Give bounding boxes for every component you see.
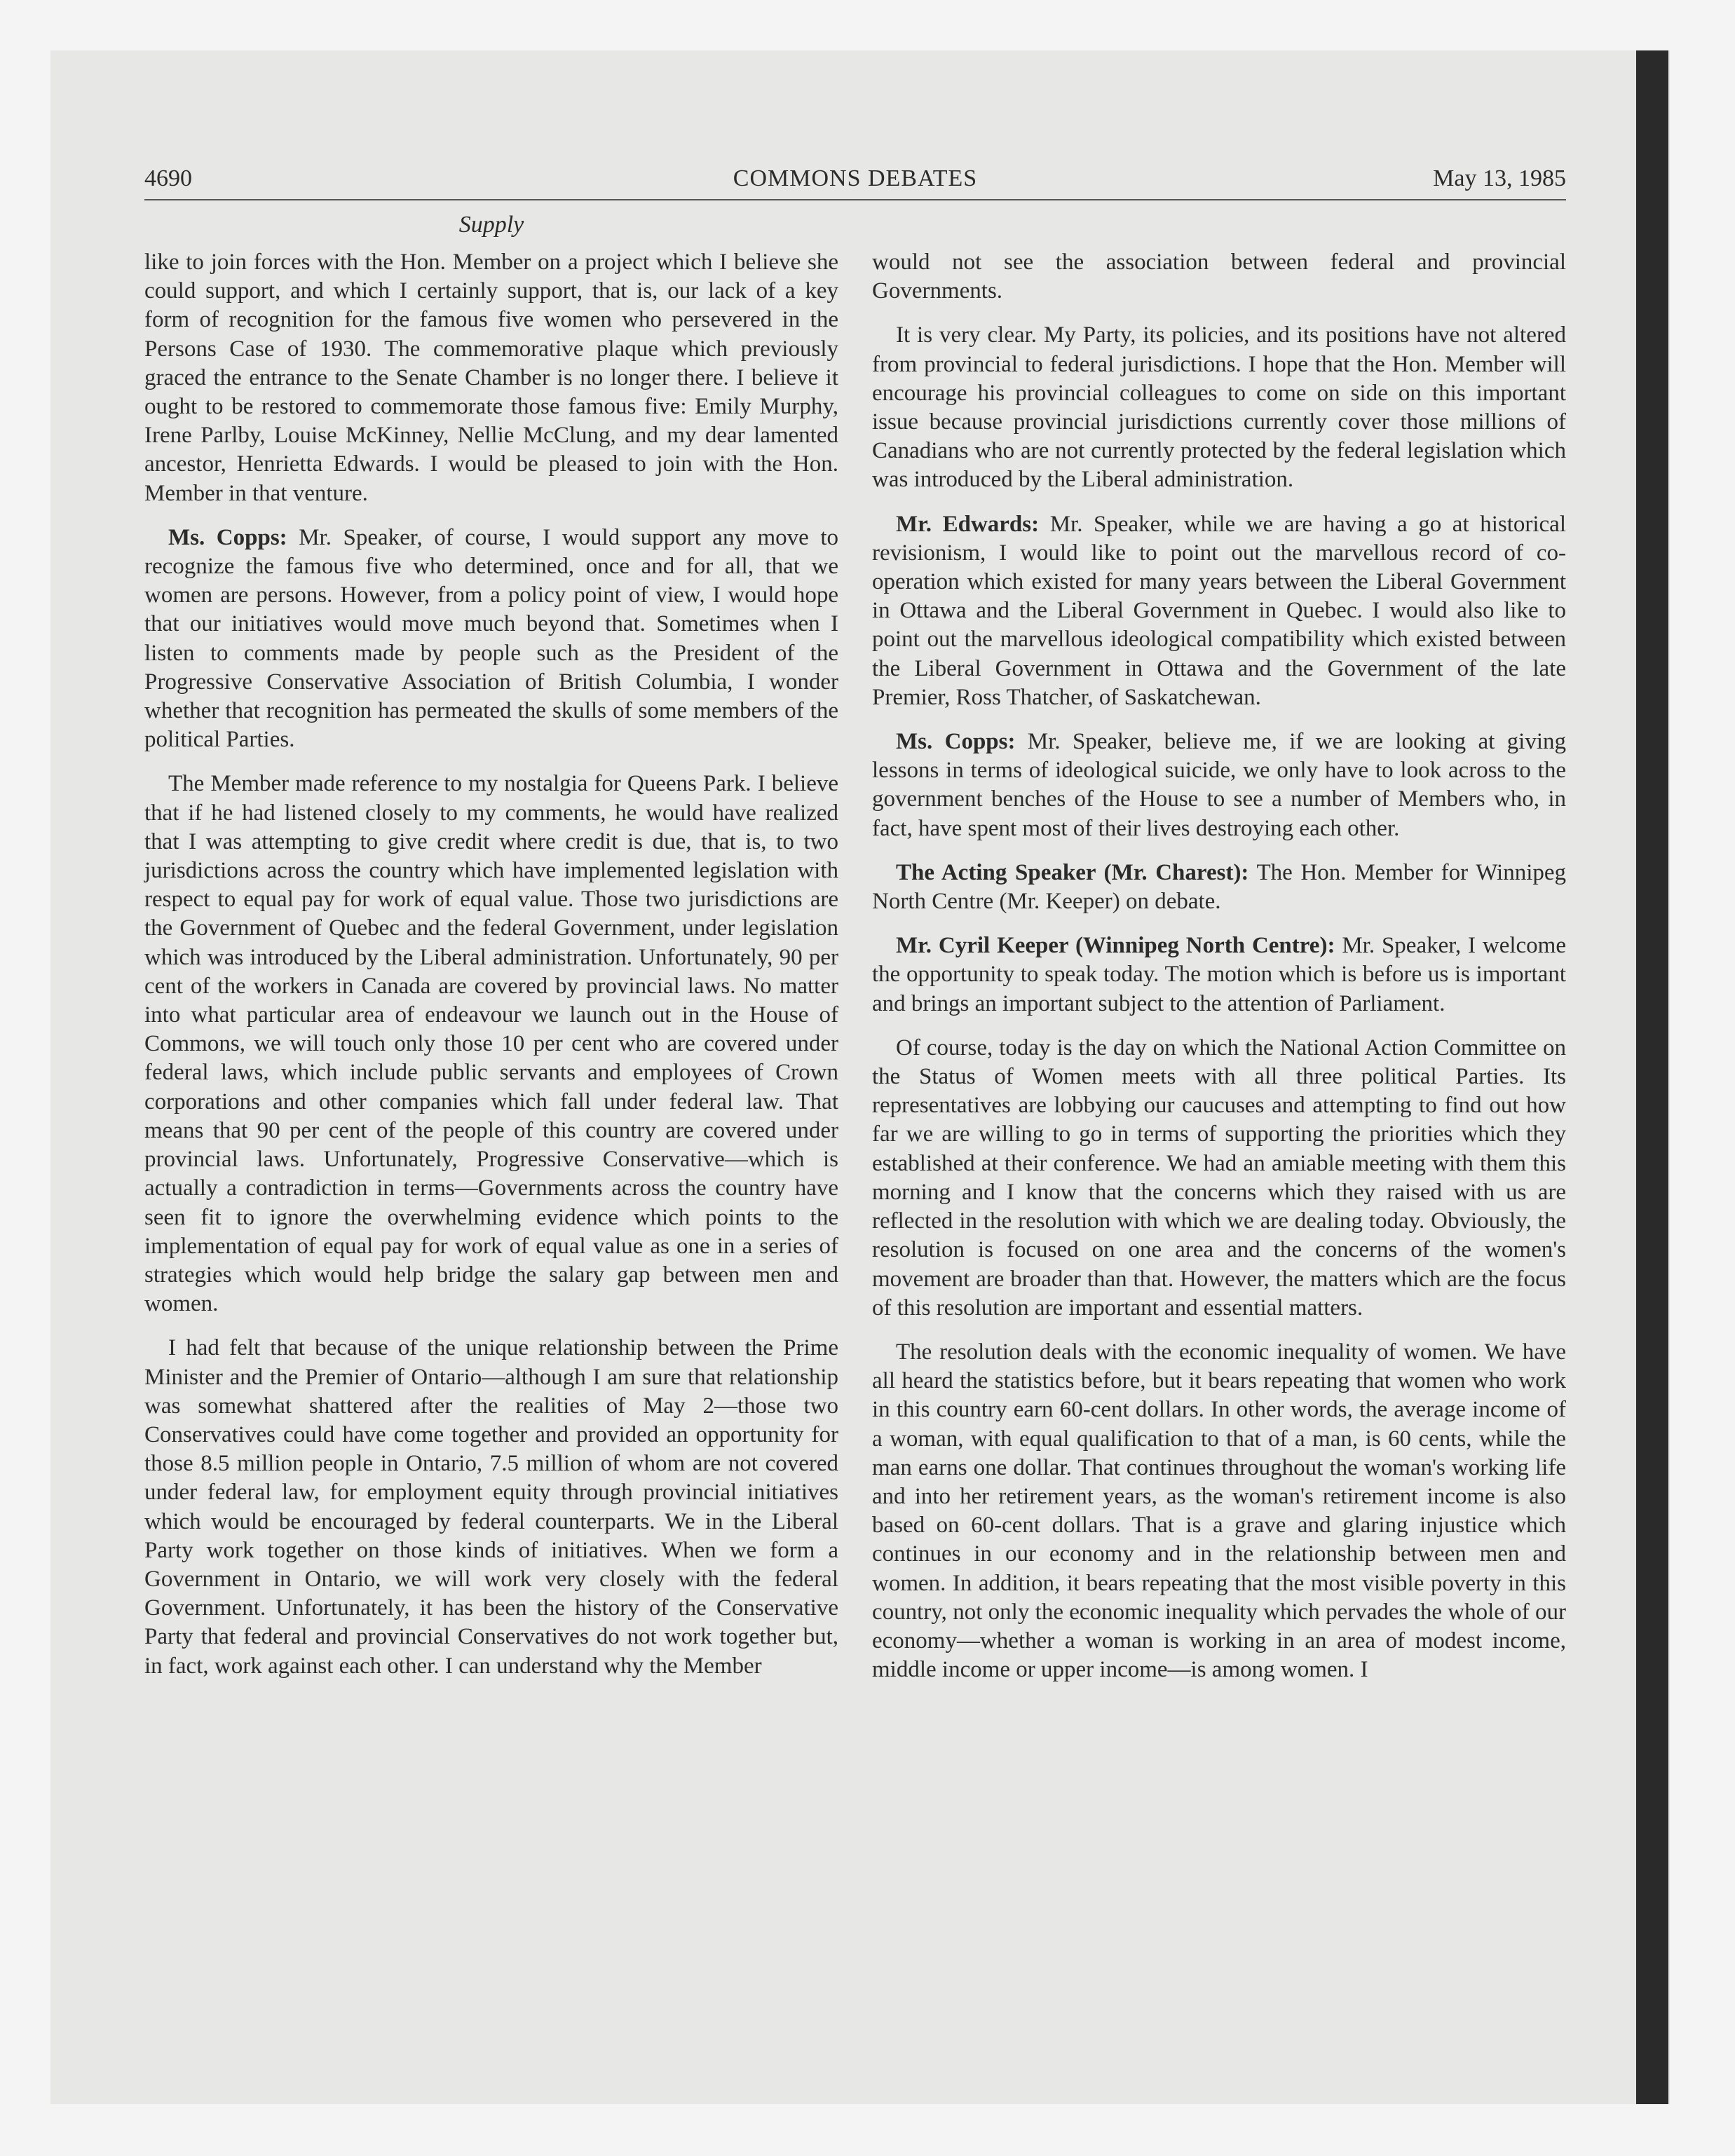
right-column [872, 248, 1566, 1700]
paragraph-text: like to join forces with the Hon. Member on a project which I believe she could support, and which I certainly support, that is, our lack of a key form of recognition for the famous five women who persevered in the Persons Case of 1930. The commemorative plaque which previously graced the entrance to the Senate Chamber is no longer there. I believe it ought to be restored to commemorate those famous five: Emily Murphy, Irene Parlby, Louise McKinney, Nellie McClung, and my dear lamented ancestor, Henrietta Edwards. I would be pleased to join with the Hon. Member in that venture. [144, 250, 838, 506]
paragraph [144, 1334, 838, 1680]
page-header [144, 165, 1566, 200]
paragraph [872, 1338, 1566, 1684]
paragraph-text: The resolution deals with the economic inequality of women. We have all heard the statistics before, but it bears repeating that women who work in this country earn 60-cent dollars. In other words, the average income of a woman, with equal qualification to that of a man, is 60 cents, while the man earns one dollar. That continues throughout the woman's working life and into her retirement years, as the woman's retirement income is also based on 60-cent dollars. That is a grave and glaring injustice which continues in our economy and in the relationship between men and women. In addition, it bears repeating that the most visible poverty in this country, not only the economic inequality which pervades the whole of our economy—whether a woman is working in an area of modest income, middle income or upper income—is among women. I [872, 1339, 1566, 1683]
paragraph-text: Of course, today is the day on which the National Action Committee on the Status of Women meets with all three political Parties. Its representatives are lobbying our caucuses and attempting to find out how far we are willing to go in terms of supporting the priorities which they established at their conference. We had an amiable meeting with them this morning and I know that the concerns which they raised with us are reflected in the resolution with which we are dealing today. Obviously, the resolution is focused on one area and the concerns of the women's movement are broader than that. However, the matters which are the focus of this resolution are important and essential matters. [872, 1035, 1566, 1321]
paragraph [144, 524, 838, 755]
left-column [144, 248, 838, 1696]
paragraph-text: The Member made reference to my nostalgia for Queens Park. I believe that if he had listened closely to my comments, he would have realized that I was attempting to give credit where credit is due, that is, to two jurisdictions across the country which have implemented legislation with respect to equal pay for work of equal value. Those two jurisdictions are the Government of Quebec and the federal Government, under legislation which was introduced by the Liberal administration. Unfortunately, 90 per cent of the workers in Canada are covered by provincial laws. No matter into what particular area of endeavour we launch out in the House of Commons, we will touch only those 10 per cent who are covered under federal laws, which include public servants and employees of Crown corporations and other companies which fall under federal law. That means that 90 per cent of the people of this country are covered under provincial laws. Unfortunately, Progressive Conservative—which is actually a contradiction in terms—Governments across the country have seen fit to ignore the overwhelming evidence which points to the implementation of equal pay for work of equal value as one in a series of strategies which would help bridge the salary gap between men and women. [144, 771, 838, 1317]
paragraph-text: would not see the association between federal and provincial Governments. [872, 250, 1566, 304]
speaker-name: Ms. Copps: [168, 524, 287, 550]
speaker-name: Mr. Edwards: [896, 511, 1040, 537]
paragraph [872, 728, 1566, 843]
paragraph [872, 1034, 1566, 1323]
paragraph [144, 248, 838, 508]
page-number: 4690 [144, 165, 192, 191]
paragraph-text: I had felt that because of the unique relationship between the Prime Minister and the Premier of Ontario—although I am sure that relationship was somewhat shattered after the realities of May 2—those two Conservatives could have come together and provided an opportunity for those 8.5 million people in Ontario, 7.5 million of whom are not covered under federal law, for employment equity through provincial initiatives which would be encouraged by federal counterparts. We in the Liberal Party work together on those kinds of initiatives. When we form a Government in Ontario, we will work very closely with the federal Government. Unfortunately, it has been the history of the Conservative Party that federal and provincial Conservatives do not work together but, in fact, work against each other. I can understand why the Member [144, 1335, 838, 1679]
paragraph [872, 248, 1566, 306]
paragraph [872, 510, 1566, 712]
paragraph [144, 770, 838, 1318]
speaker-name: Mr. Cyril Keeper (Winnipeg North Centre): [896, 933, 1335, 959]
paragraph [872, 932, 1566, 1018]
publication-title: COMMONS DEBATES [733, 165, 978, 191]
paragraph-text: It is very clear. My Party, its policies, and its positions have not altered from provincial to federal jurisdictions. I hope that the Hon. Member will encourage his provincial colleagues to come on side on this important issue because provincial jurisdictions currently cover those millions of Canadians who are not currently protected by the federal legislation which was introduced by the Liberal administration. [872, 322, 1566, 493]
paragraph-text: The Hon. Member for Winnipeg North Centre (Mr. Keeper) on debate. [872, 859, 1567, 915]
publication-date: May 13, 1985 [1433, 165, 1566, 191]
paragraph [872, 859, 1566, 916]
section-title: Supply [458, 212, 524, 238]
paragraph-text: Mr. Speaker, while we are having a go at historical revisionism, I would like to point out the marvellous record of co-operation which existed for many years between the Liberal Government in Ottawa and the Liberal Government in Quebec. I would also like to point out the marvellous ideological compatibility which existed between the Liberal Government in Ottawa and the Government of the late Premier, Ross Thatcher, of Saskatchewan. [872, 511, 1566, 710]
paragraph [872, 321, 1566, 494]
paragraph-text: Mr. Speaker, believe me, if we are looking at giving lessons in terms of ideological suicide, we only have to look across to the government benches of the House to see a number of Members who, in fact, have spent most of their lives destroying each other. [872, 729, 1567, 841]
scan-edge [1636, 50, 1668, 2104]
paragraph-text: Mr. Speaker, I welcome the opportunity to speak today. The motion which is before us is important and brings an important subject to the attention of Parliament. [872, 933, 1566, 1016]
speaker-name: The Acting Speaker (Mr. Charest): [896, 859, 1249, 885]
paragraph-text: Mr. Speaker, of course, I would support any move to recognize the famous five who determined, once and for all, that we women are persons. However, from a policy point of view, I would hope that our initiatives would move much beyond that. Sometimes when I listen to comments made by people such as the President of the Progressive Conservative Association of British Columbia, I wonder whether that recognition has permeated the skulls of some members of the political Parties. [144, 524, 839, 753]
speaker-name: Ms. Copps: [896, 729, 1016, 755]
